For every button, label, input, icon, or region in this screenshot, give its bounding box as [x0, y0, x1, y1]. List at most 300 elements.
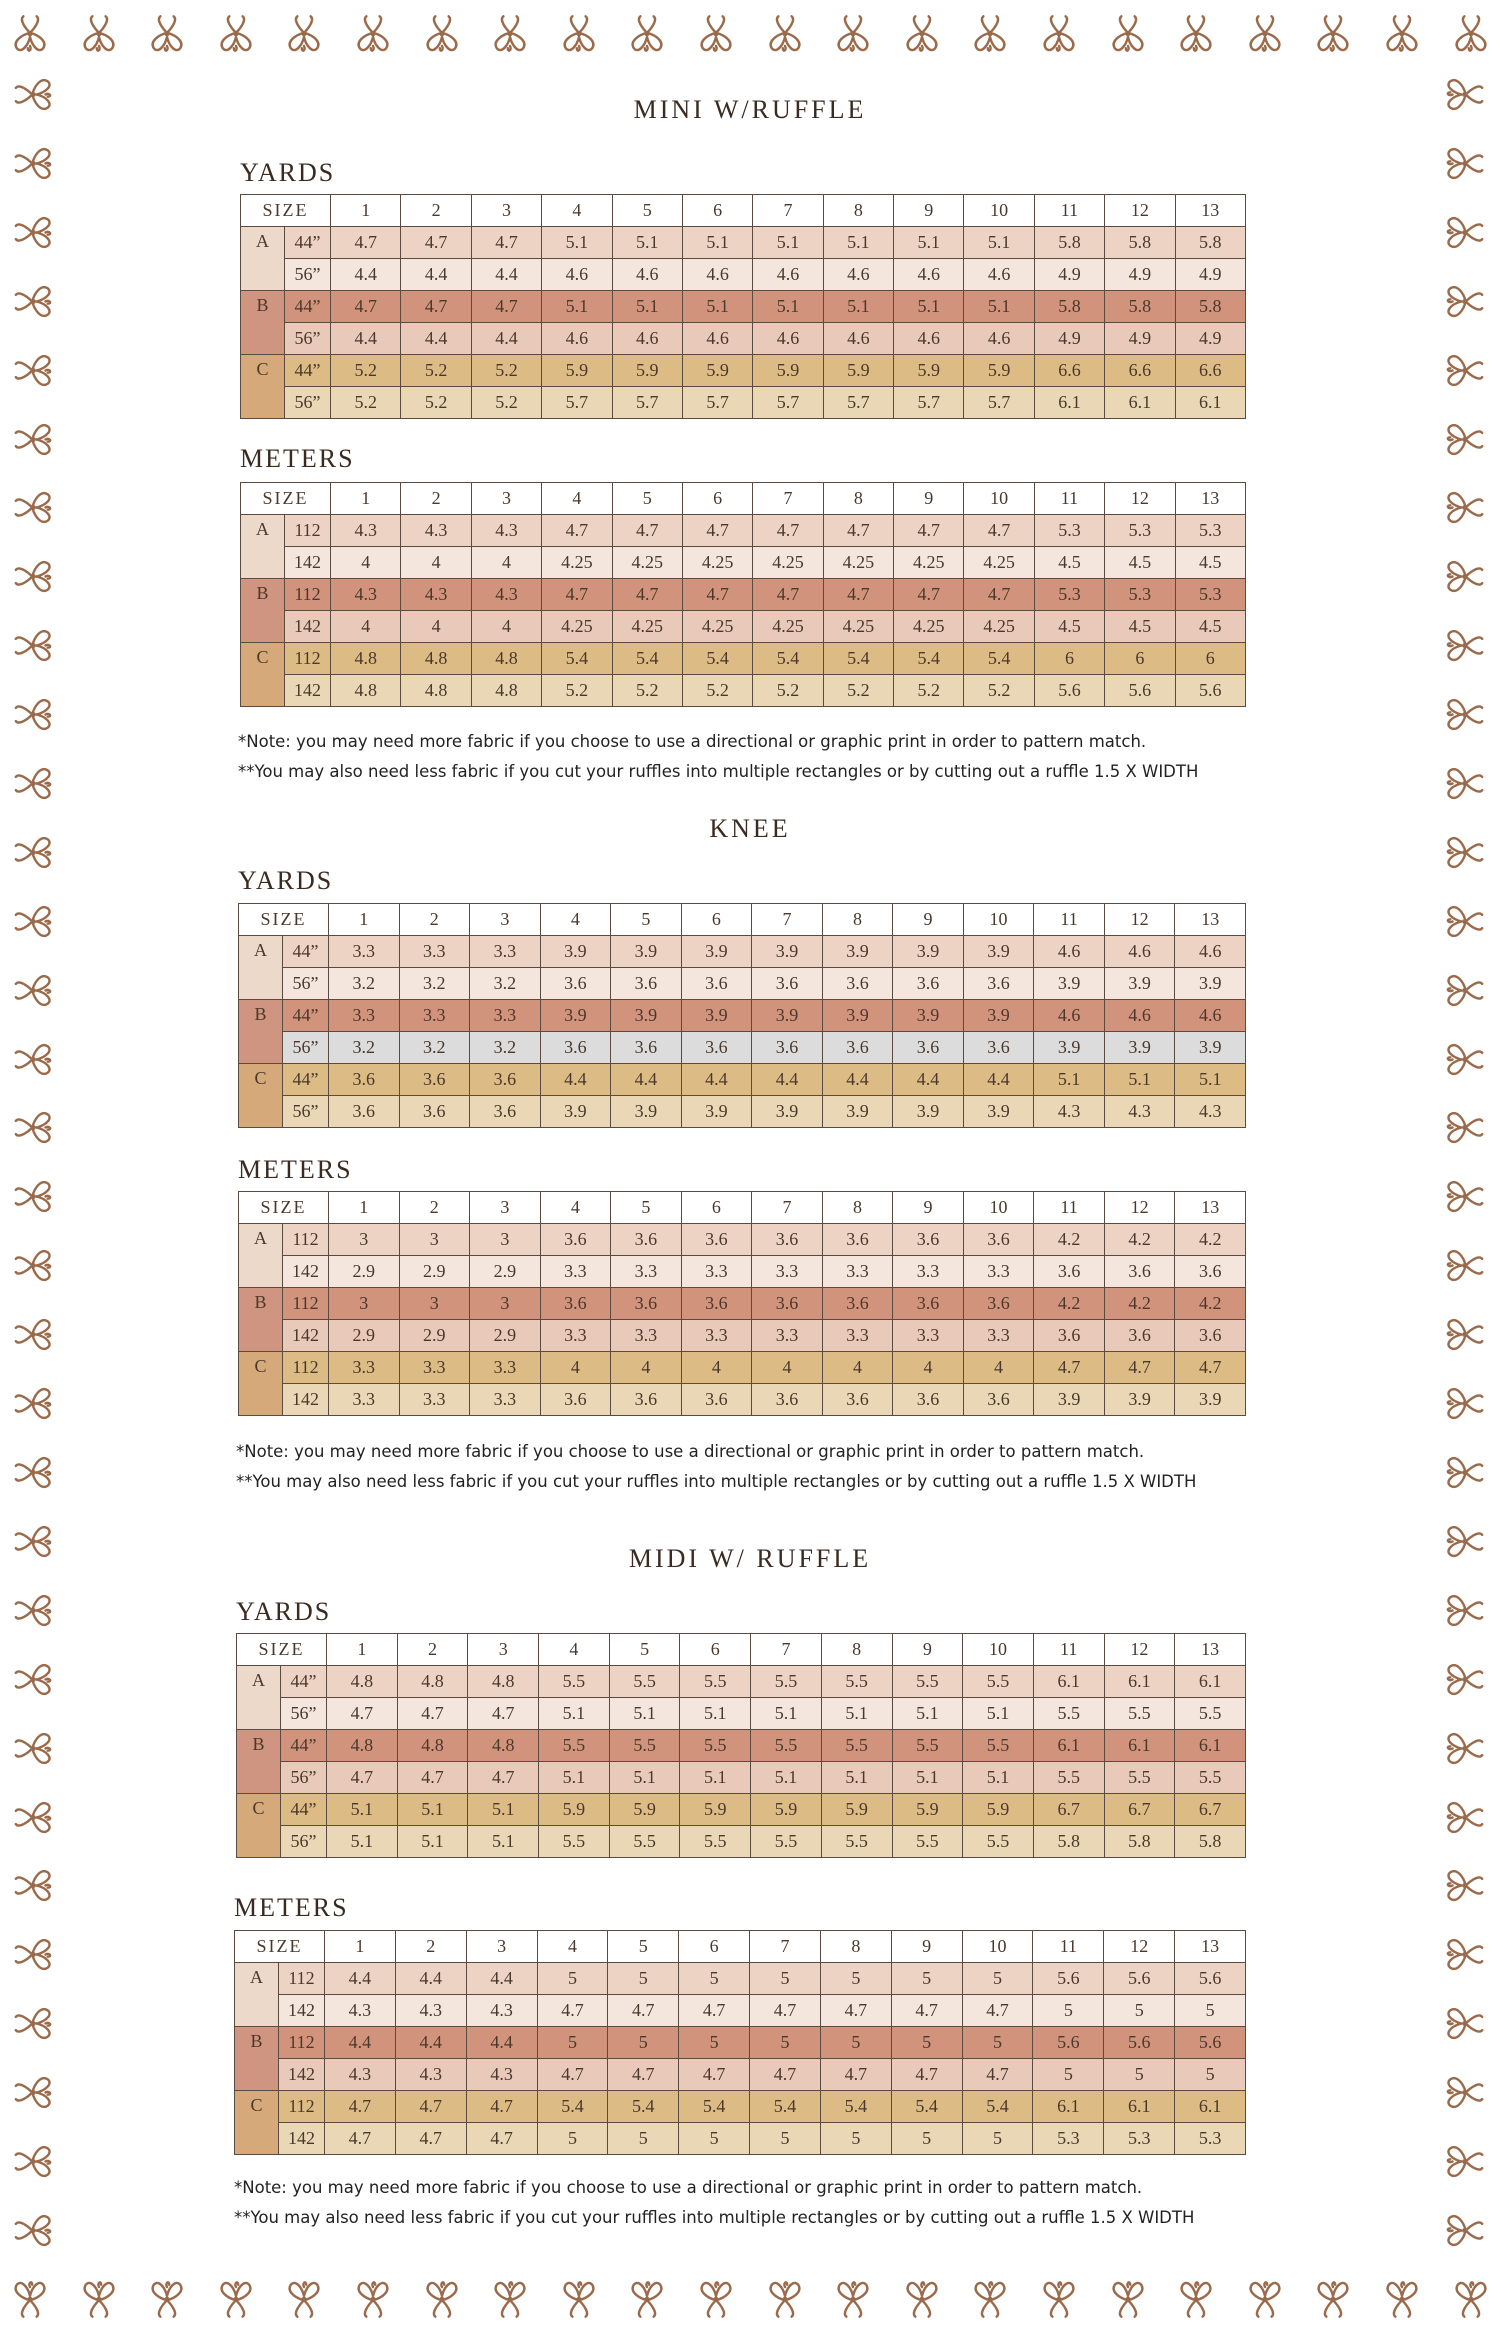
view-group-label: A	[241, 515, 285, 579]
fabric-width-cell: 56”	[283, 1032, 329, 1064]
amount-cell: 6.1	[1175, 1666, 1246, 1698]
size-header-row	[241, 195, 1246, 227]
amount-cell: 4.7	[537, 1995, 608, 2027]
size-column-header: 1	[325, 1931, 396, 1963]
amount-cell: 4.4	[822, 1064, 893, 1096]
amount-cell: 4.7	[542, 579, 612, 611]
amount-cell: 5.5	[1104, 1698, 1175, 1730]
table-row	[237, 1826, 1246, 1858]
amount-cell: 4	[822, 1352, 893, 1384]
amount-cell: 3.6	[540, 968, 611, 1000]
amount-cell: 4.4	[331, 323, 401, 355]
amount-cell: 5.2	[471, 355, 541, 387]
amount-cell: 5.1	[1175, 1064, 1246, 1096]
size-column-header: 3	[470, 1192, 541, 1224]
size-column-header: 12	[1104, 1192, 1175, 1224]
amount-cell: 5.1	[894, 227, 964, 259]
size-column-header: 10	[963, 1634, 1034, 1666]
amount-cell: 5.9	[539, 1794, 610, 1826]
size-column-header: 2	[401, 195, 471, 227]
amount-cell: 5.5	[751, 1730, 822, 1762]
amount-cell: 3.6	[963, 1384, 1034, 1416]
amount-cell: 5.5	[892, 1730, 963, 1762]
amount-cell: 3.3	[611, 1320, 682, 1352]
size-column-header: 6	[680, 1634, 751, 1666]
amount-cell: 3.6	[681, 1384, 752, 1416]
size-column-header: 5	[609, 1634, 680, 1666]
amount-cell: 3.9	[1175, 1032, 1246, 1064]
amount-cell: 4.4	[395, 1963, 466, 1995]
amount-cell: 5.5	[1033, 1698, 1104, 1730]
amount-cell: 6.1	[1175, 2091, 1246, 2123]
view-group-label: A	[235, 1963, 279, 2027]
table-row	[239, 1320, 1246, 1352]
fabric-width-cell: 142	[283, 1256, 329, 1288]
amount-cell: 3.9	[893, 1000, 964, 1032]
amount-cell: 4.7	[397, 1698, 468, 1730]
amount-cell: 4	[540, 1352, 611, 1384]
size-column-header: 3	[471, 483, 541, 515]
size-column-header: 6	[679, 1931, 750, 1963]
amount-cell: 3.6	[1034, 1320, 1105, 1352]
size-column-header: 6	[681, 1192, 752, 1224]
amount-cell: 5.9	[964, 355, 1034, 387]
amount-cell: 5.5	[821, 1666, 892, 1698]
amount-cell: 4.25	[894, 547, 964, 579]
amount-cell: 5.1	[964, 291, 1034, 323]
amount-cell: 6.7	[1033, 1794, 1104, 1826]
size-column-header: 13	[1175, 904, 1246, 936]
yardage-table	[236, 1633, 1246, 1858]
amount-cell: 6	[1034, 643, 1104, 675]
amount-cell: 4.8	[397, 1730, 468, 1762]
size-column-header: 12	[1105, 195, 1175, 227]
amount-cell: 3.2	[470, 1032, 541, 1064]
amount-cell: 4.7	[962, 2059, 1033, 2091]
amount-cell: 3.9	[963, 936, 1034, 968]
table-row	[241, 547, 1246, 579]
amount-cell: 3.3	[470, 1000, 541, 1032]
amount-cell: 5	[962, 2123, 1033, 2155]
amount-cell: 4.7	[679, 2059, 750, 2091]
size-column-header: 10	[963, 1192, 1034, 1224]
amount-cell: 4.6	[682, 323, 752, 355]
amount-cell: 4.2	[1175, 1288, 1246, 1320]
amount-cell: 3.9	[822, 936, 893, 968]
size-column-header: 4	[540, 1192, 611, 1224]
amount-cell: 6.1	[1104, 1730, 1175, 1762]
amount-cell: 5.2	[894, 675, 964, 707]
amount-cell: 4.7	[466, 2091, 537, 2123]
amount-cell: 4.7	[325, 2091, 396, 2123]
amount-cell: 5.5	[609, 1730, 680, 1762]
fabric-width-cell: 142	[279, 1995, 325, 2027]
amount-cell: 3.6	[963, 968, 1034, 1000]
amount-cell: 5.3	[1104, 2123, 1175, 2155]
amount-cell: 4.7	[331, 291, 401, 323]
amount-cell: 4.2	[1034, 1288, 1105, 1320]
fabric-width-cell: 112	[283, 1352, 329, 1384]
amount-cell: 4.6	[542, 259, 612, 291]
size-column-header: 1	[329, 1192, 400, 1224]
amount-cell: 5.1	[964, 227, 1034, 259]
amount-cell: 5.1	[327, 1794, 398, 1826]
size-header-row	[237, 1634, 1246, 1666]
amount-cell: 3.3	[329, 936, 400, 968]
table-row	[241, 515, 1246, 547]
amount-cell: 4.4	[401, 259, 471, 291]
amount-cell: 5	[750, 1963, 821, 1995]
amount-cell: 3.6	[1034, 1256, 1105, 1288]
amount-cell: 5.1	[963, 1698, 1034, 1730]
size-column-header: 9	[893, 904, 964, 936]
table-row	[237, 1762, 1246, 1794]
amount-cell: 3.9	[540, 1096, 611, 1128]
amount-cell: 3.3	[893, 1256, 964, 1288]
amount-cell: 5.5	[1175, 1698, 1246, 1730]
size-column-header: 1	[329, 904, 400, 936]
table-row	[235, 2059, 1246, 2091]
amount-cell: 3.2	[470, 968, 541, 1000]
table-row	[241, 675, 1246, 707]
table-row	[237, 1794, 1246, 1826]
amount-cell: 3.6	[752, 1384, 823, 1416]
amount-cell: 4.8	[471, 675, 541, 707]
fabric-width-cell: 56”	[281, 1826, 327, 1858]
fabric-width-cell: 142	[285, 547, 331, 579]
table-row	[239, 1256, 1246, 1288]
amount-cell: 5.6	[1175, 675, 1246, 707]
amount-cell: 5.2	[682, 675, 752, 707]
view-group-label: A	[239, 1224, 283, 1288]
meters-label: METERS	[238, 1155, 353, 1184]
table-row	[235, 1963, 1246, 1995]
size-column-header: 6	[682, 483, 752, 515]
metric-table	[240, 482, 1246, 707]
amount-cell: 4.7	[471, 291, 541, 323]
amount-cell: 6.7	[1104, 1794, 1175, 1826]
amount-cell: 5.9	[894, 355, 964, 387]
amount-cell: 5.5	[751, 1826, 822, 1858]
size-column-header: 13	[1175, 1192, 1246, 1224]
amount-cell: 6.1	[1104, 1666, 1175, 1698]
amount-cell: 5.9	[682, 355, 752, 387]
amount-cell: 5.2	[331, 355, 401, 387]
amount-cell: 5	[537, 1963, 608, 1995]
amount-cell: 4.25	[682, 547, 752, 579]
amount-cell: 3.9	[1034, 1384, 1105, 1416]
view-group-label: C	[239, 1352, 283, 1416]
amount-cell: 3.6	[540, 1288, 611, 1320]
amount-cell: 4.2	[1104, 1224, 1175, 1256]
fabric-width-cell: 44”	[281, 1794, 327, 1826]
amount-cell: 5	[820, 2027, 891, 2059]
amount-cell: 3.9	[611, 1000, 682, 1032]
amount-cell: 3.6	[963, 1224, 1034, 1256]
amount-cell: 4.7	[537, 2059, 608, 2091]
size-column-header: 3	[468, 1634, 539, 1666]
section-title-midi: MIDI W/ RUFFLE	[628, 1544, 872, 1573]
amount-cell: 5.4	[612, 643, 682, 675]
amount-cell: 5.4	[679, 2091, 750, 2123]
amount-cell: 3.3	[611, 1256, 682, 1288]
amount-cell: 5.4	[962, 2091, 1033, 2123]
amount-cell: 2.9	[329, 1256, 400, 1288]
yardage-table	[238, 903, 1246, 1128]
amount-cell: 4.9	[1175, 323, 1246, 355]
amount-cell: 3.3	[470, 936, 541, 968]
size-header: SIZE	[241, 483, 331, 515]
fabric-width-cell: 44”	[281, 1666, 327, 1698]
amount-cell: 4	[401, 547, 471, 579]
amount-cell: 5.1	[539, 1762, 610, 1794]
amount-cell: 5.4	[682, 643, 752, 675]
section-title-knee: KNEE	[709, 814, 791, 843]
amount-cell: 3.3	[470, 1352, 541, 1384]
amount-cell: 3.6	[752, 968, 823, 1000]
amount-cell: 3.9	[1175, 968, 1246, 1000]
table-row	[239, 1000, 1246, 1032]
amount-cell: 5.3	[1034, 579, 1104, 611]
fabric-width-cell: 56”	[283, 968, 329, 1000]
table-row	[239, 1032, 1246, 1064]
amount-cell: 4.25	[612, 611, 682, 643]
yardage-table	[240, 194, 1246, 419]
amount-cell: 5.8	[1104, 1826, 1175, 1858]
amount-cell: 4.4	[325, 1963, 396, 1995]
amount-cell: 5.1	[612, 227, 682, 259]
view-group-label: B	[241, 291, 285, 355]
amount-cell: 6.1	[1033, 2091, 1104, 2123]
amount-cell: 5.1	[682, 227, 752, 259]
amount-cell: 5.4	[542, 643, 612, 675]
amount-cell: 4.8	[397, 1666, 468, 1698]
size-column-header: 9	[892, 1634, 963, 1666]
amount-cell: 5.5	[539, 1666, 610, 1698]
size-column-header: 11	[1034, 195, 1104, 227]
amount-cell: 5.1	[609, 1762, 680, 1794]
amount-cell: 5	[962, 1963, 1033, 1995]
amount-cell: 5.5	[821, 1730, 892, 1762]
amount-cell: 4.7	[891, 2059, 962, 2091]
fabric-width-cell: 56”	[285, 323, 331, 355]
amount-cell: 5.6	[1033, 2027, 1104, 2059]
amount-cell: 4.4	[893, 1064, 964, 1096]
table-row	[235, 2027, 1246, 2059]
amount-cell: 4.3	[325, 1995, 396, 2027]
fabric-width-cell: 142	[283, 1320, 329, 1352]
amount-cell: 5.1	[397, 1794, 468, 1826]
size-header-row	[235, 1931, 1246, 1963]
size-column-header: 11	[1034, 904, 1105, 936]
amount-cell: 5.9	[751, 1794, 822, 1826]
amount-cell: 3.6	[822, 1032, 893, 1064]
amount-cell: 5.3	[1175, 515, 1246, 547]
amount-cell: 5.5	[892, 1826, 963, 1858]
amount-cell: 4.8	[468, 1666, 539, 1698]
amount-cell: 5.1	[680, 1698, 751, 1730]
amount-cell: 4.3	[325, 2059, 396, 2091]
amount-cell: 4.7	[468, 1698, 539, 1730]
fabric-width-cell: 44”	[281, 1730, 327, 1762]
size-header: SIZE	[239, 1192, 329, 1224]
amount-cell: 3.9	[893, 936, 964, 968]
amount-cell: 5.4	[823, 643, 893, 675]
amount-cell: 5.6	[1034, 675, 1104, 707]
table-row	[237, 1698, 1246, 1730]
amount-cell: 4.7	[331, 227, 401, 259]
amount-cell: 3.3	[329, 1000, 400, 1032]
amount-cell: 3.6	[1175, 1320, 1246, 1352]
amount-cell: 2.9	[329, 1320, 400, 1352]
table-row	[239, 936, 1246, 968]
amount-cell: 5.7	[823, 387, 893, 419]
amount-cell: 5.7	[612, 387, 682, 419]
amount-cell: 5.2	[471, 387, 541, 419]
amount-cell: 5	[1104, 1995, 1175, 2027]
size-column-header: 9	[891, 1931, 962, 1963]
fabric-width-cell: 112	[285, 579, 331, 611]
amount-cell: 4.25	[682, 611, 752, 643]
size-column-header: 7	[752, 904, 823, 936]
amount-cell: 5.5	[892, 1666, 963, 1698]
amount-cell: 4.8	[468, 1730, 539, 1762]
amount-cell: 4.7	[542, 515, 612, 547]
amount-cell: 4.7	[397, 1762, 468, 1794]
table-row	[239, 1288, 1246, 1320]
amount-cell: 3.6	[963, 1032, 1034, 1064]
size-column-header: 7	[753, 483, 823, 515]
amount-cell: 5.1	[821, 1762, 892, 1794]
amount-cell: 2.9	[470, 1256, 541, 1288]
amount-cell: 4.8	[401, 643, 471, 675]
amount-cell: 4.3	[466, 2059, 537, 2091]
amount-cell: 3.6	[329, 1064, 400, 1096]
size-column-header: 11	[1033, 1931, 1104, 1963]
amount-cell: 5.9	[821, 1794, 892, 1826]
amount-cell: 5.8	[1034, 291, 1104, 323]
amount-cell: 3.3	[681, 1320, 752, 1352]
amount-cell: 4.7	[823, 579, 893, 611]
amount-cell: 3.2	[329, 968, 400, 1000]
amount-cell: 5.1	[751, 1762, 822, 1794]
size-column-header: 4	[540, 904, 611, 936]
size-column-header: 8	[820, 1931, 891, 1963]
amount-cell: 3.6	[611, 1288, 682, 1320]
amount-cell: 4.2	[1175, 1224, 1246, 1256]
amount-cell: 5.5	[1033, 1762, 1104, 1794]
size-column-header: 10	[962, 1931, 1033, 1963]
amount-cell: 5.2	[753, 675, 823, 707]
fabric-width-cell: 56”	[285, 259, 331, 291]
amount-cell: 4.4	[395, 2027, 466, 2059]
amount-cell: 5	[608, 2123, 679, 2155]
amount-cell: 5.1	[751, 1698, 822, 1730]
amount-cell: 3.9	[822, 1000, 893, 1032]
amount-cell: 4.6	[894, 259, 964, 291]
amount-cell: 4.4	[540, 1064, 611, 1096]
amount-cell: 5.9	[680, 1794, 751, 1826]
ruffle-note: **You may also need less fabric if you cut your ruffles into multiple rectangles or by cutting out a ruffle 1.5 X WIDTH	[234, 2208, 1195, 2227]
table-row	[241, 643, 1246, 675]
table-row	[239, 1352, 1246, 1384]
amount-cell: 3.3	[329, 1352, 400, 1384]
size-column-header: 11	[1034, 1192, 1105, 1224]
amount-cell: 6.1	[1034, 387, 1104, 419]
amount-cell: 4.3	[401, 515, 471, 547]
size-header-row	[239, 1192, 1246, 1224]
amount-cell: 5	[1033, 1995, 1104, 2027]
fabric-width-cell: 112	[285, 643, 331, 675]
amount-cell: 3.6	[611, 968, 682, 1000]
amount-cell: 5.1	[542, 227, 612, 259]
amount-cell: 4.6	[1104, 936, 1175, 968]
amount-cell: 3.9	[1104, 1384, 1175, 1416]
amount-cell: 5.1	[1104, 1064, 1175, 1096]
amount-cell: 4.6	[682, 259, 752, 291]
amount-cell: 5.6	[1105, 675, 1175, 707]
amount-cell: 4.7	[608, 1995, 679, 2027]
amount-cell: 6.1	[1175, 387, 1246, 419]
amount-cell: 4.9	[1175, 259, 1246, 291]
amount-cell: 5.5	[963, 1826, 1034, 1858]
amount-cell: 4.5	[1105, 611, 1175, 643]
size-column-header: 4	[542, 195, 612, 227]
size-column-header: 2	[395, 1931, 466, 1963]
metric-table	[234, 1930, 1246, 2155]
amount-cell: 4.7	[682, 579, 752, 611]
amount-cell: 6.1	[1105, 387, 1175, 419]
amount-cell: 3.9	[963, 1096, 1034, 1128]
table-row	[241, 579, 1246, 611]
amount-cell: 3.9	[1175, 1384, 1246, 1416]
amount-cell: 4	[331, 611, 401, 643]
amount-cell: 5.4	[964, 643, 1034, 675]
amount-cell: 4.7	[962, 1995, 1033, 2027]
amount-cell: 5.7	[753, 387, 823, 419]
amount-cell: 5.1	[397, 1826, 468, 1858]
amount-cell: 4.7	[820, 2059, 891, 2091]
amount-cell: 5.5	[1104, 1762, 1175, 1794]
amount-cell: 5.2	[401, 355, 471, 387]
amount-cell: 4.9	[1034, 259, 1104, 291]
table-row	[241, 259, 1246, 291]
view-group-label: A	[237, 1666, 281, 1730]
amount-cell: 3.3	[329, 1384, 400, 1416]
amount-cell: 5.9	[609, 1794, 680, 1826]
size-column-header: 9	[894, 483, 964, 515]
amount-cell: 5.9	[823, 355, 893, 387]
amount-cell: 4.7	[964, 579, 1034, 611]
size-column-header: 12	[1104, 904, 1175, 936]
table-row	[239, 1096, 1246, 1128]
amount-cell: 3.6	[681, 1032, 752, 1064]
amount-cell: 3.6	[893, 968, 964, 1000]
size-column-header: 7	[751, 1634, 822, 1666]
amount-cell: 3.6	[822, 968, 893, 1000]
amount-cell: 5.8	[1175, 291, 1246, 323]
amount-cell: 6.7	[1175, 1794, 1246, 1826]
amount-cell: 4.3	[466, 1995, 537, 2027]
amount-cell: 4.6	[894, 323, 964, 355]
amount-cell: 4	[471, 547, 541, 579]
amount-cell: 5	[608, 1963, 679, 1995]
amount-cell: 3.9	[1104, 968, 1175, 1000]
amount-cell: 4.3	[1175, 1096, 1246, 1128]
section-title-mini: MINI W/RUFFLE	[633, 95, 867, 124]
amount-cell: 4.25	[542, 547, 612, 579]
amount-cell: 5.8	[1175, 227, 1246, 259]
